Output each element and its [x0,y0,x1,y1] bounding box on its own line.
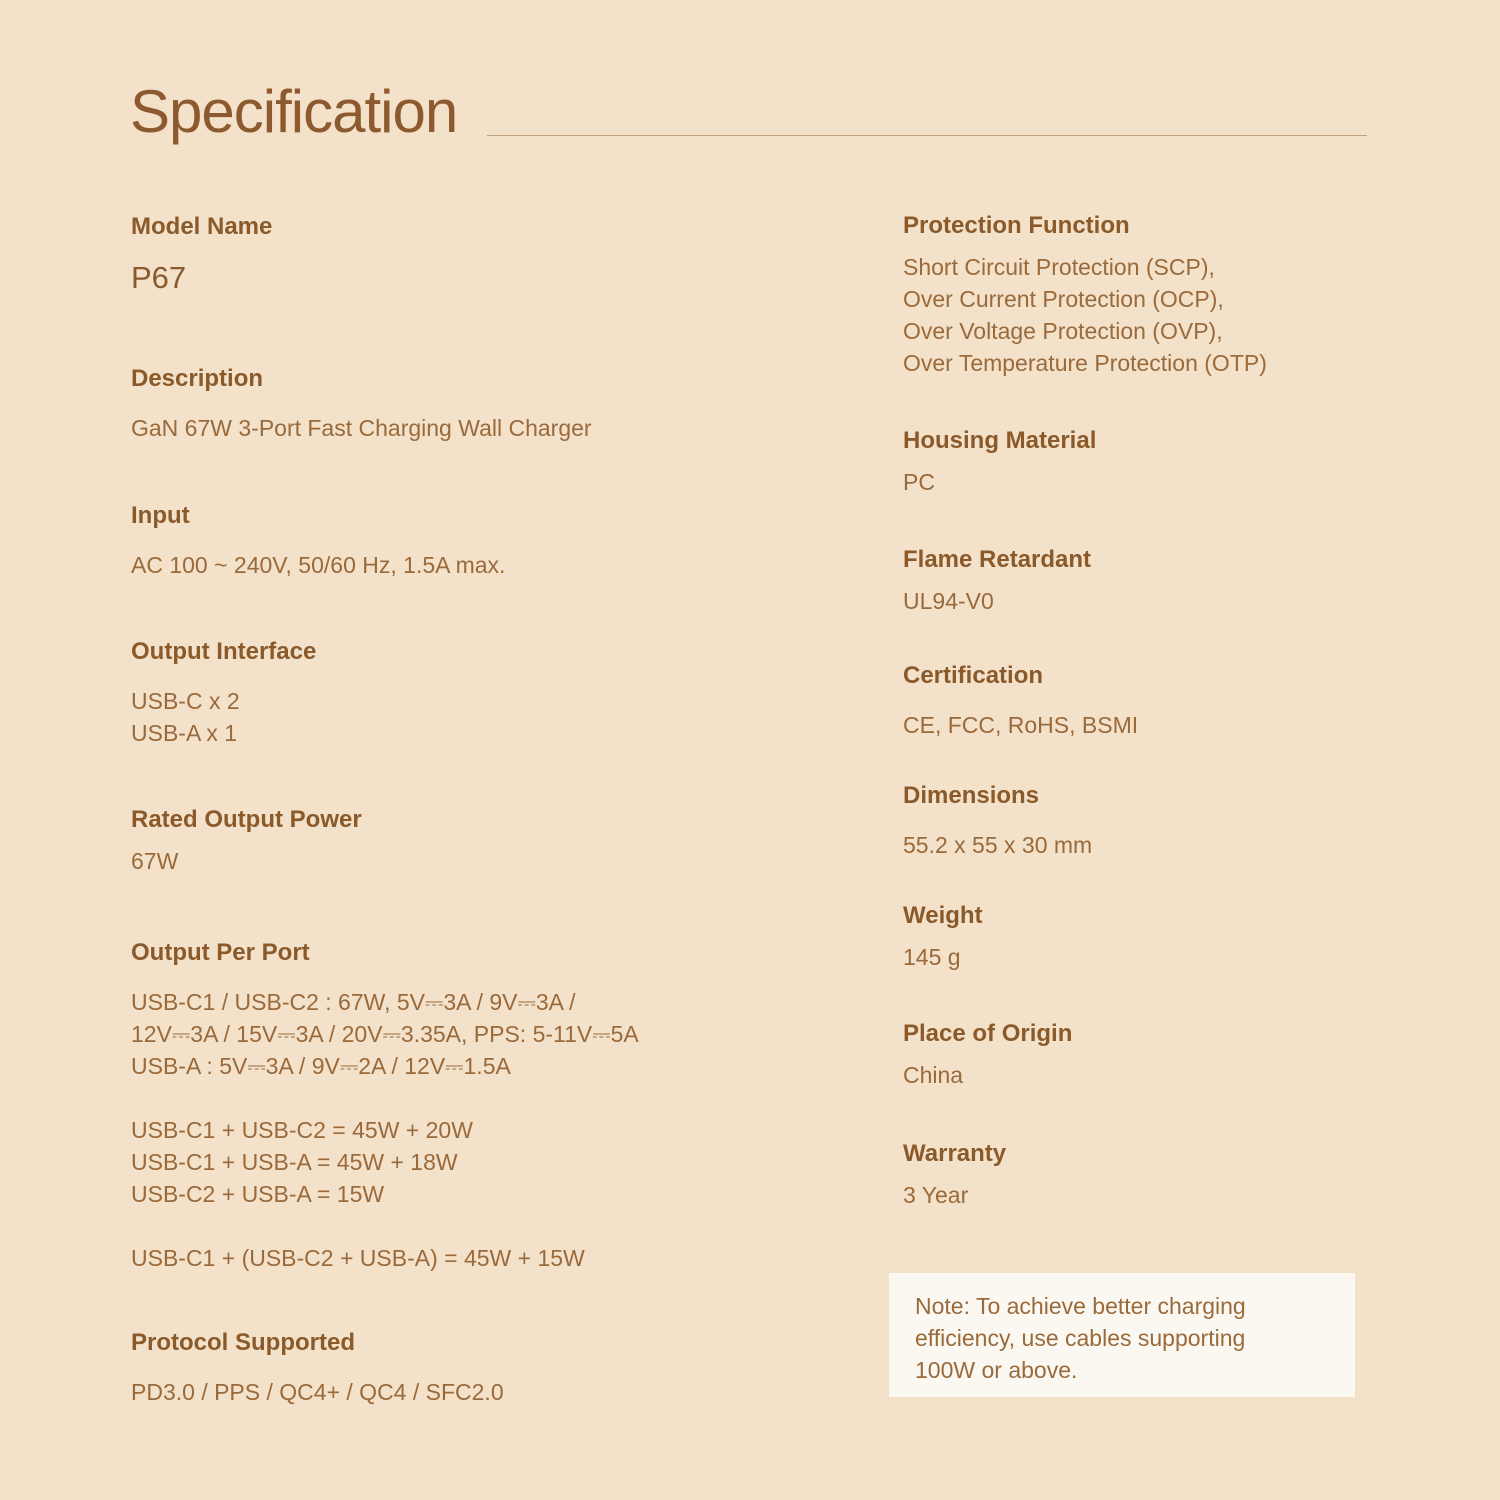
output-per-port-line: USB-C1 / USB-C2 : 67W, 5V⎓3A / 9V⎓3A / [131,989,576,1016]
model-name-label: Model Name [131,213,273,240]
protection-function-section [903,213,1373,379]
title-divider [487,135,1367,136]
output-interface-line: USB-A x 1 [131,720,238,747]
housing-material-label: Housing Material [903,427,1097,454]
page-title: Specification [130,78,458,145]
place-of-origin-label: Place of Origin [903,1020,1073,1047]
input-section [131,503,751,581]
flame-retardant-section [903,547,1373,617]
dimensions-value: 55.2 x 55 x 30 mm [903,832,1093,859]
output-per-port-line: USB-C2 + USB-A = 15W [131,1181,385,1208]
protection-function-line: Over Voltage Protection (OVP), [903,318,1223,345]
protection-function-line: Over Temperature Protection (OTP) [903,350,1267,377]
place-of-origin-value: China [903,1062,964,1089]
protection-function-line: Over Current Protection (OCP), [903,286,1224,313]
protocol-supported-value: PD3.0 / PPS / QC4+ / QC4 / SFC2.0 [131,1379,504,1406]
warranty-label: Warranty [903,1140,1007,1167]
output-per-port-section [131,940,751,1274]
output-per-port-line: USB-C1 + USB-A = 45W + 18W [131,1149,458,1176]
output-interface-line: USB-C x 2 [131,688,240,715]
dimensions-section [903,783,1373,861]
model-name-section [131,214,751,296]
rated-output-power-value: 67W [131,848,179,875]
rated-output-power-label: Rated Output Power [131,806,362,833]
warranty-section [903,1141,1373,1211]
dimensions-label: Dimensions [903,782,1040,809]
housing-material-section [903,428,1373,498]
output-per-port-line: 12V⎓3A / 15V⎓3A / 20V⎓3.35A, PPS: 5-11V⎓5A [131,1021,639,1048]
place-of-origin-section [903,1021,1373,1091]
output-interface-label: Output Interface [131,638,317,665]
note-line: 100W or above. [915,1357,1078,1383]
input-label: Input [131,502,190,529]
note-line: efficiency, use cables supporting [915,1325,1246,1351]
output-per-port-line: USB-C1 + USB-C2 = 45W + 20W [131,1117,473,1144]
description-label: Description [131,365,264,392]
rated-output-power-section [131,807,751,877]
protection-function-line: Short Circuit Protection (SCP), [903,254,1215,281]
model-name-value: P67 [131,260,187,296]
flame-retardant-label: Flame Retardant [903,546,1092,573]
protocol-supported-section [131,1330,751,1408]
certification-value: CE, FCC, RoHS, BSMI [903,712,1139,739]
output-per-port-line: USB-C1 + (USB-C2 + USB-A) = 45W + 15W [131,1245,585,1272]
note-line: Note: To achieve better charging [915,1293,1246,1319]
flame-retardant-value: UL94-V0 [903,588,994,615]
input-value: AC 100 ~ 240V, 50/60 Hz, 1.5A max. [131,552,506,579]
protection-function-label: Protection Function [903,212,1130,239]
certification-section [903,663,1373,741]
description-value: GaN 67W 3-Port Fast Charging Wall Charger [131,415,592,442]
note-box [889,1273,1355,1397]
weight-value: 145 g [903,944,961,971]
warranty-value: 3 Year [903,1182,969,1209]
description-section [131,366,751,444]
certification-label: Certification [903,662,1044,689]
housing-material-value: PC [903,469,935,496]
output-per-port-line: USB-A : 5V⎓3A / 9V⎓2A / 12V⎓1.5A [131,1053,511,1080]
weight-section [903,903,1373,973]
weight-label: Weight [903,902,983,929]
protocol-supported-label: Protocol Supported [131,1329,355,1356]
output-per-port-label: Output Per Port [131,939,310,966]
output-interface-section [131,639,751,749]
